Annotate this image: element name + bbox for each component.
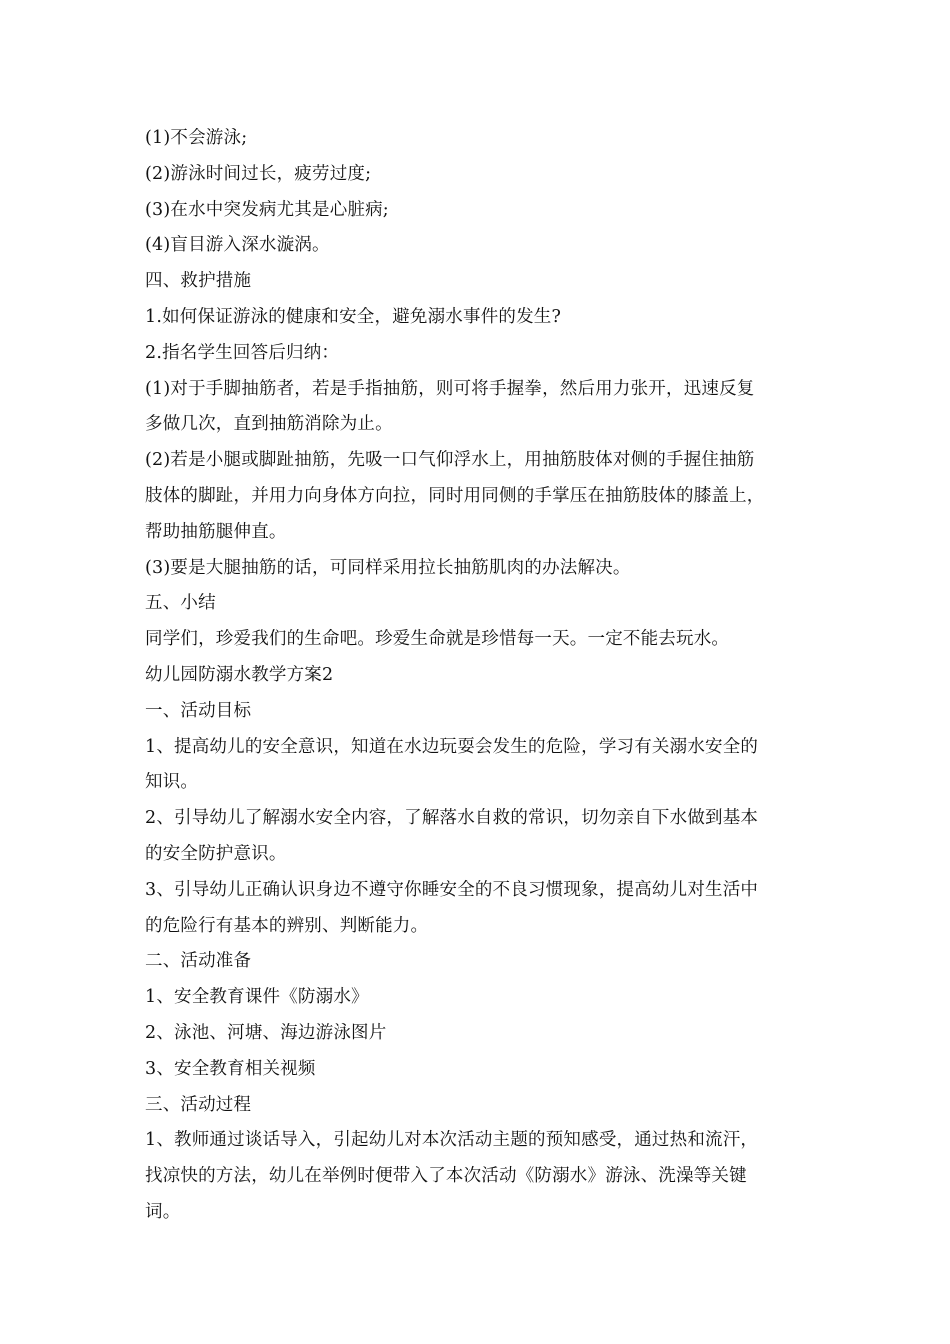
text-line: (3)要是大腿抽筋的话，可同样采用拉长抽筋肌肉的办法解决。 — [145, 557, 631, 578]
text-line: (2)若是小腿或脚趾抽筋，先吸一口气仰浮水上，用抽筋肢体对侧的手握住抽筋 — [145, 450, 755, 471]
section-heading: 五、小结 — [145, 593, 216, 614]
text-line: 1、教师通过谈话导入，引起幼儿对本次活动主题的预知感受，通过热和流汗， — [145, 1130, 759, 1151]
text-line: 的安全防护意识。 — [145, 843, 287, 864]
text-line: (1)对于手脚抽筋者，若是手指抽筋，则可将手握拳，然后用力张开，迅速反复 — [145, 378, 755, 399]
text-line: 词。 — [145, 1201, 181, 1222]
text-line: 2、引导幼儿了解溺水安全内容，了解落水自救的常识，切勿亲自下水做到基本 — [145, 808, 759, 829]
text-line: 的危险行有基本的辨别、判断能力。 — [145, 915, 429, 936]
text-line: 1、提高幼儿的安全意识，知道在水边玩耍会发生的危险，学习有关溺水安全的 — [145, 736, 759, 757]
text-line: 2.指名学生回答后归纳： — [145, 342, 340, 363]
text-line: 1、安全教育课件《防溺水》 — [145, 987, 369, 1008]
text-line: 帮助抽筋腿伸直。 — [145, 521, 287, 542]
text-line: (4)盲目游入深水漩涡。 — [145, 235, 330, 256]
section-heading: 一、活动目标 — [145, 700, 252, 721]
text-line: (2)游泳时间过长，疲劳过度; — [145, 163, 372, 184]
text-line: 3、引导幼儿正确认识身边不遵守你睡安全的不良习惯现象，提高幼儿对生活中 — [145, 879, 759, 900]
text-line: 多做几次，直到抽筋消除为止。 — [145, 414, 393, 435]
text-line: 3、安全教育相关视频 — [145, 1058, 316, 1079]
text-line: 肢体的脚趾，并用力向身体方向拉，同时用同侧的手掌压在抽筋肢体的膝盖上， — [145, 485, 765, 506]
document-body — [145, 121, 815, 1231]
text-line: 2、泳池、河塘、海边游泳图片 — [145, 1022, 387, 1043]
section-heading: 四、救护措施 — [145, 271, 252, 292]
text-line: 知识。 — [145, 772, 199, 793]
section-heading: 二、活动准备 — [145, 951, 252, 972]
document-subtitle: 幼儿园防溺水教学方案2 — [145, 664, 334, 685]
text-line: 同学们，珍爱我们的生命吧。珍爱生命就是珍惜每一天。一定不能去玩水。 — [145, 629, 730, 650]
section-heading: 三、活动过程 — [145, 1094, 252, 1115]
text-line: (3)在水中突发病尤其是心脏病; — [145, 199, 389, 220]
text-line: 找凉快的方法，幼儿在举例时便带入了本次活动《防溺水》游泳、洗澡等关键 — [145, 1166, 747, 1187]
text-line: 1.如何保证游泳的健康和安全，避免溺水事件的发生? — [145, 306, 562, 327]
text-line: (1)不会游泳; — [145, 128, 248, 148]
